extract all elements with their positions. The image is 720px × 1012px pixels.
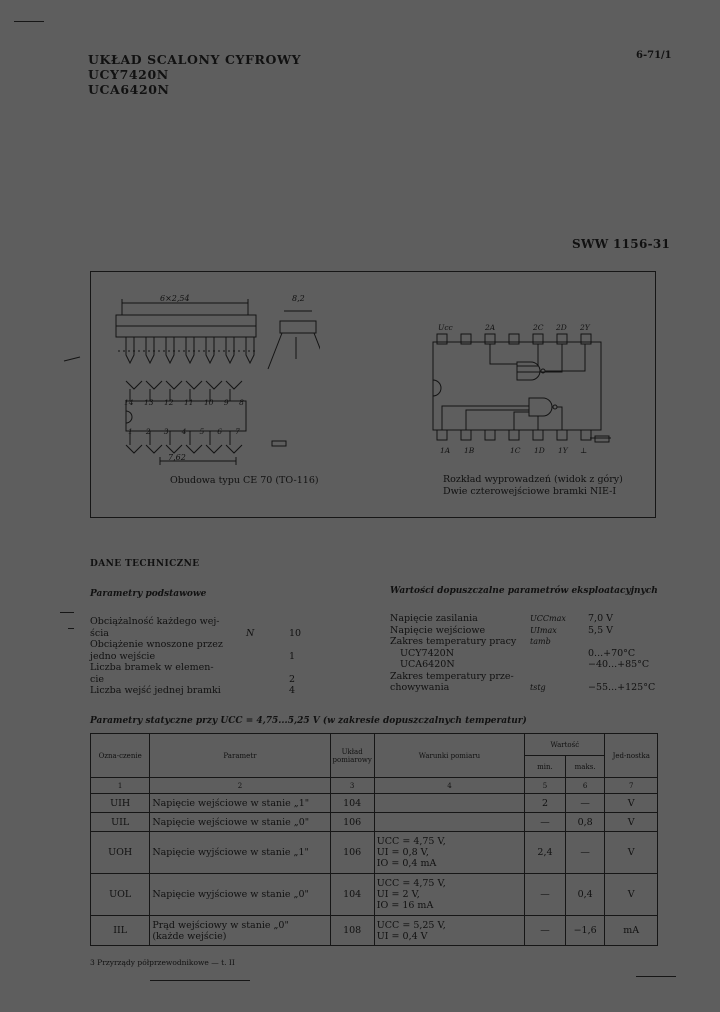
pin-number: 12 [163, 398, 174, 407]
col-number: 3 [330, 778, 374, 794]
pin-number: 5 [199, 427, 205, 436]
row-unit: V [605, 794, 658, 813]
row-unit: V [605, 874, 658, 916]
row-symbol: UOL [91, 874, 150, 916]
param-value: 2 [289, 673, 296, 685]
row-conditions [374, 916, 524, 946]
header-min: min. [525, 756, 566, 778]
param-label: Obciążenie wnoszone przez [90, 639, 223, 650]
col-number: 4 [374, 778, 524, 794]
pin-number: 13 [143, 398, 154, 407]
row-symbol: UIH [91, 794, 150, 813]
row-method: 106 [330, 813, 374, 832]
param-value: 4 [289, 685, 296, 696]
dim-side-label: 8,2 [292, 294, 305, 303]
package-drawing [60, 285, 320, 475]
document-number: 6-71/1 [636, 50, 672, 61]
table-row [91, 916, 658, 946]
header-method: Układ pomiarowy [330, 734, 374, 778]
condition-line: UI = 0,8 V, [376, 847, 429, 858]
footer-rule [636, 976, 676, 977]
row-conditions [374, 874, 524, 916]
document-title: UKŁAD SCALONY CYFROWY [88, 52, 302, 67]
row-method: 104 [330, 874, 374, 916]
row-max: 0,4 [565, 874, 605, 916]
limit-symbol: tstg [530, 683, 546, 692]
pin-label-ucc: Ucc [438, 323, 453, 332]
row-min: 2,4 [525, 832, 566, 874]
pin-label-1b: 1B [464, 446, 475, 455]
basic-parameters [90, 616, 310, 697]
pin-label-1d: 1D [534, 446, 545, 455]
row-conditions [374, 794, 524, 813]
condition-line: UCC = 4,75 V, [376, 836, 446, 847]
limit-symbol: UCCmax [530, 614, 566, 623]
package-top-pins [124, 398, 244, 407]
param-label: cie [90, 673, 104, 685]
pin-label-gnd: ⊥ [580, 446, 588, 455]
row-min: — [525, 874, 566, 916]
param-label: Liczba wejść jednej bramki [90, 685, 221, 696]
row-symbol: UOH [91, 832, 150, 874]
limit-value: 7,0 V [588, 613, 613, 624]
limit-value: −40...+85°C [588, 659, 650, 670]
standard-number: SWW 1156-31 [572, 237, 671, 251]
page-footer: 3 Przyrządy półprzewodnikowe — t. II [90, 958, 235, 967]
row-min: — [525, 813, 566, 832]
pin-label-1a: 1A [440, 446, 451, 455]
pin-number: 6 [217, 427, 223, 436]
row-unit: mA [605, 916, 658, 946]
pin-number: 9 [223, 398, 229, 407]
row-min: 2 [525, 794, 566, 813]
limit-label: Zakres temperatury prze- [390, 670, 514, 682]
footer-rule [150, 980, 250, 981]
row-unit: V [605, 813, 658, 832]
package-bottom-pins [128, 427, 240, 436]
header-unit: Jed-nostka [605, 734, 658, 778]
parameter-line: Prąd wejściowy w stanie „0" [152, 919, 289, 931]
header-values: Wartość [525, 734, 605, 756]
section-heading: DANE TECHNICZNE [90, 559, 200, 569]
pin-label-2y: 2Y [580, 323, 590, 332]
limit-label: UCY7420N [400, 647, 455, 659]
pin-label-2a: 2A [485, 323, 496, 332]
table-row [91, 813, 658, 832]
pinout-caption [443, 474, 623, 498]
param-label: jedno wejście [90, 650, 156, 662]
pin-number: 2 [145, 427, 151, 436]
condition-line: UI = 0,4 V [376, 930, 428, 942]
pin-label-1c: 1C [510, 446, 521, 455]
case-caption: Obudowa typu CE 70 (TO-116) [170, 475, 319, 486]
pinout-caption-line1: Rozkład wyprowadzeń (widok z góry) [443, 474, 623, 485]
pin-number: 11 [183, 398, 194, 407]
limit-label: chowywania [390, 682, 450, 693]
row-method: 108 [330, 916, 374, 946]
pin-number: 8 [239, 398, 244, 407]
limit-value: 5,5 V [588, 624, 613, 636]
parameter-line: (każde wejście) [152, 930, 227, 942]
param-symbol: N [246, 627, 255, 639]
pin-number: 14 [124, 398, 134, 407]
limit-label: Zakres temperatury pracy [390, 636, 517, 647]
row-conditions [374, 813, 524, 832]
condition-line: IO = 16 mA [376, 900, 434, 911]
row-conditions [374, 832, 524, 874]
pin-number: 10 [203, 398, 214, 407]
row-symbol: IIL [91, 916, 150, 946]
col-number: 1 [91, 778, 150, 794]
pinout-diagram [425, 320, 625, 460]
limit-symbol: UImax [530, 625, 557, 635]
pin-number: 1 [128, 427, 133, 436]
row-method: 106 [330, 832, 374, 874]
limit-symbol: tamb [530, 637, 551, 646]
col-number: 7 [605, 778, 658, 794]
model-uca: UCA6420N [88, 82, 170, 97]
row-parameter: Napięcie wyjściowe w stanie „1" [150, 832, 330, 874]
column-number-row [91, 778, 658, 794]
row-symbol: UIL [91, 813, 150, 832]
condition-line: UCC = 4,75 V, [376, 878, 446, 889]
row-parameter: Napięcie wyjściowe w stanie „0" [150, 874, 330, 916]
param-label: Liczba bramek w elemen- [90, 662, 214, 673]
pin-number: 3 [163, 427, 169, 436]
col-number: 5 [525, 778, 566, 794]
right-subheading: Wartości dopuszczalne parametrów eksploatacyjnych [390, 586, 658, 596]
col-number: 2 [150, 778, 330, 794]
pin-label-2d: 2D [556, 323, 567, 332]
row-unit: V [605, 832, 658, 874]
side-mark [68, 628, 74, 635]
limit-parameters [390, 613, 660, 694]
limit-value: 0...+70°C [588, 647, 636, 659]
row-method: 104 [330, 794, 374, 813]
condition-line: UCC = 5,25 V, [376, 919, 446, 931]
table-row [91, 832, 658, 874]
row-parameter: Napięcie wejściowe w stanie „1" [150, 794, 330, 813]
row-parameter: Napięcie wejściowe w stanie „0" [150, 813, 330, 832]
dim-top-label: 6×2,54 [160, 294, 190, 303]
header-parameter: Parametr [150, 734, 330, 778]
static-parameters-table [90, 733, 658, 946]
param-label: ścia [90, 627, 109, 639]
col-number: 6 [565, 778, 605, 794]
pin-number: 7 [235, 427, 240, 436]
table-row [91, 874, 658, 916]
row-max: — [565, 794, 605, 813]
row-max: −1,6 [565, 916, 605, 946]
document-header [88, 52, 301, 97]
side-mark [60, 612, 74, 613]
dim-bottom-label: 7,62 [168, 453, 186, 462]
model-ucy: UCY7420N [88, 67, 169, 82]
pinout-caption-line2: Dwie czterowejściowe bramki NIE-I [443, 486, 617, 497]
header-conditions: Warunki pomiaru [374, 734, 524, 778]
limit-label: Napięcie zasilania [390, 613, 478, 624]
pin-label-2c: 2C [533, 323, 544, 332]
limit-label: UCA6420N [400, 659, 455, 670]
table-row [91, 794, 658, 813]
limit-label: Napięcie wejściowe [390, 624, 486, 636]
limit-value: −55...+125°C [588, 682, 656, 693]
pin-number: 4 [181, 427, 187, 436]
header-max: maks. [565, 756, 605, 778]
row-max: — [565, 832, 605, 874]
row-max: 0,8 [565, 813, 605, 832]
row-parameter [150, 916, 330, 946]
param-value: 10 [289, 627, 302, 639]
param-label: Obciążalność każdego wej- [90, 616, 220, 627]
param-value: 1 [289, 650, 296, 662]
row-min: — [525, 916, 566, 946]
condition-line: IO = 0,4 mA [376, 858, 437, 869]
pin-label-1y: 1Y [558, 446, 568, 455]
static-table-heading: Parametry statyczne przy UCC = 4,75...5,25 V (w zakresie dopuszczalnych temperatur) [90, 716, 527, 726]
corner-rule [14, 21, 44, 22]
condition-line: UI = 2 V, [376, 889, 420, 900]
header-symbol: Ozna-czenie [91, 734, 150, 778]
left-subheading: Parametry podstawowe [90, 589, 207, 599]
